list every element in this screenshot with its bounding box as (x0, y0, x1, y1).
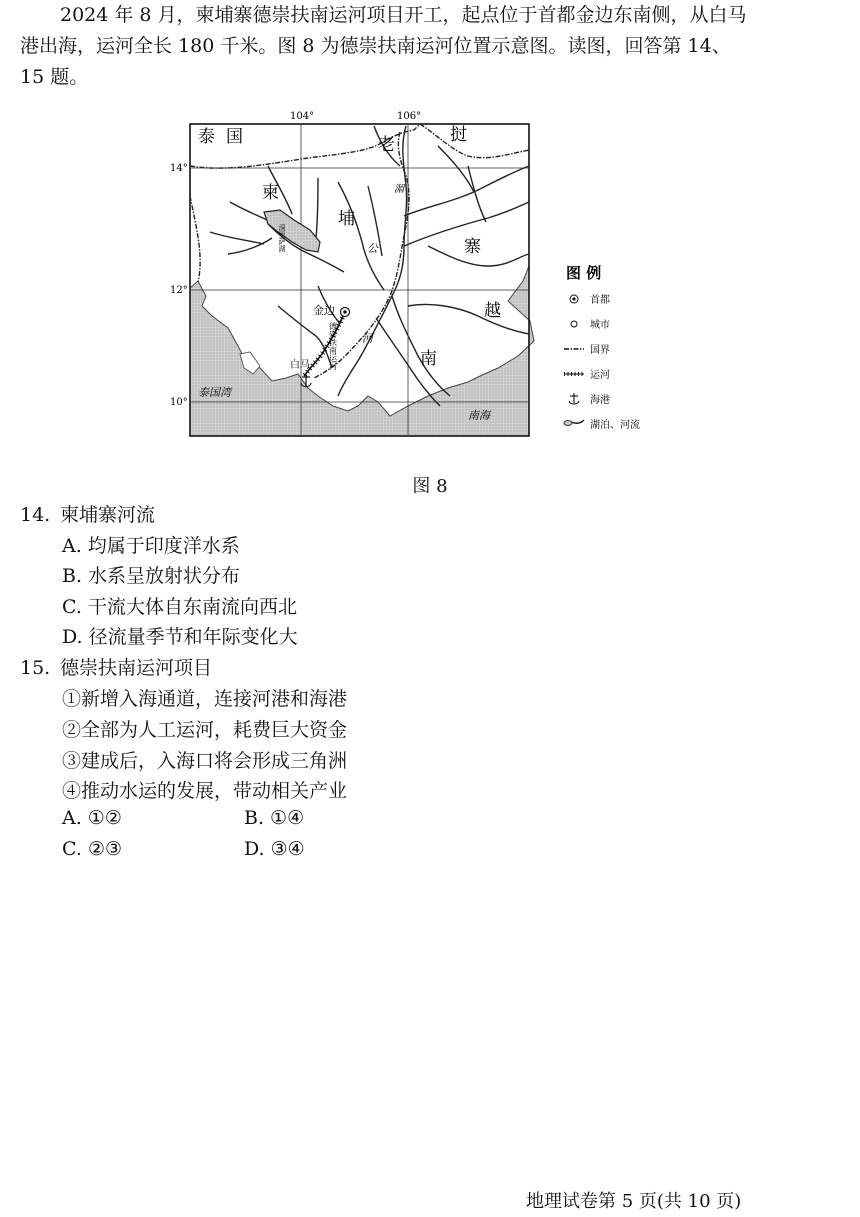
question-15-stem: 德崇扶南运河项目 (60, 657, 213, 679)
label-mekong-2: 公 (367, 242, 378, 255)
intro-line-3: 15 题。 (20, 66, 89, 88)
label-gulf-thailand: 泰国湾 (198, 386, 231, 399)
label-wo: 挝 (450, 125, 467, 145)
legend-lake-river: 湖泊、河流 (590, 420, 640, 431)
label-lao: 老 (378, 135, 395, 155)
legend-canal: 运河 (590, 370, 610, 381)
legend-border: 国界 (590, 345, 610, 356)
canal-line (304, 314, 344, 376)
question-15 (20, 653, 212, 680)
label-zhai: 寨 (464, 237, 481, 257)
q14-option-b[interactable]: B. 水系呈放射状分布 (62, 565, 241, 587)
lon-label-106: 106° (397, 111, 422, 122)
question-14-stem: 柬埔寨河流 (60, 504, 156, 526)
map-svg (168, 106, 658, 446)
intro-paragraph (20, 0, 840, 93)
q15-statement-3: ③建成后，入海口将会形成三角洲 (62, 750, 348, 772)
label-lake: 洞里萨湖 (278, 224, 286, 252)
q15-option-c[interactable]: C. ②③ (62, 838, 123, 860)
label-south-china-sea: 南海 (468, 409, 490, 422)
q15-statement-2: ②全部为人工运河，耗费巨大资金 (62, 719, 348, 741)
label-bai-ma: 白马 (290, 360, 310, 371)
q15-option-b[interactable]: B. ①④ (244, 807, 305, 829)
label-phnom-penh: 金边 (313, 304, 335, 317)
label-mekong-3: 河 (362, 332, 373, 345)
lon-label-104: 104° (290, 111, 315, 122)
legend-capital: 首都 (590, 295, 610, 306)
q15-option-a[interactable]: A. ①② (62, 807, 122, 829)
label-tai: 泰 (198, 127, 215, 147)
question-14-number: 14. (20, 504, 51, 526)
question-14 (20, 500, 155, 527)
legend-title: 图 例 (566, 264, 602, 282)
tonle-sap-lake (264, 210, 320, 252)
label-mekong-1: 湄 (394, 184, 404, 195)
lat-label-14: 14° (170, 163, 188, 174)
page-footer: 地理试卷第 5 页(共 10 页) (526, 1191, 742, 1212)
label-pu: 埔 (338, 209, 355, 229)
q15-option-d[interactable]: D. ③④ (244, 838, 305, 860)
map-legend (564, 264, 640, 431)
q15-statement-4: ④推动水运的发展，带动相关产业 (62, 780, 348, 802)
figure-caption: 图 8 (412, 476, 448, 497)
lat-label-12: 12° (170, 285, 188, 296)
lat-label-10: 10° (170, 397, 188, 408)
q14-option-c[interactable]: C. 干流大体自东南流向西北 (62, 596, 297, 618)
label-guo: 国 (226, 127, 243, 147)
q14-option-a[interactable]: A. 均属于印度洋水系 (62, 535, 240, 557)
question-15-number: 15. (20, 657, 51, 679)
label-canal: 德崇扶南运河 (328, 322, 338, 370)
legend-city: 城市 (590, 320, 610, 331)
q14-option-d[interactable]: D. 径流量季节和年际变化大 (62, 626, 298, 648)
label-nan: 南 (420, 349, 437, 369)
legend-port: 海港 (590, 395, 610, 406)
q15-statement-1: ①新增入海通道，连接河港和海港 (62, 688, 348, 710)
label-jian: 柬 (262, 183, 279, 203)
intro-line-2: 港出海，运河全长 180 千米。图 8 为德崇扶南运河位置示意图。读图，回答第 14、 (20, 35, 731, 57)
label-yue: 越 (484, 301, 501, 321)
intro-line-1: 2024 年 8 月，柬埔寨德崇扶南运河项目开工，起点位于首都金边东南侧，从白马 (60, 4, 747, 26)
location-map (168, 106, 658, 446)
